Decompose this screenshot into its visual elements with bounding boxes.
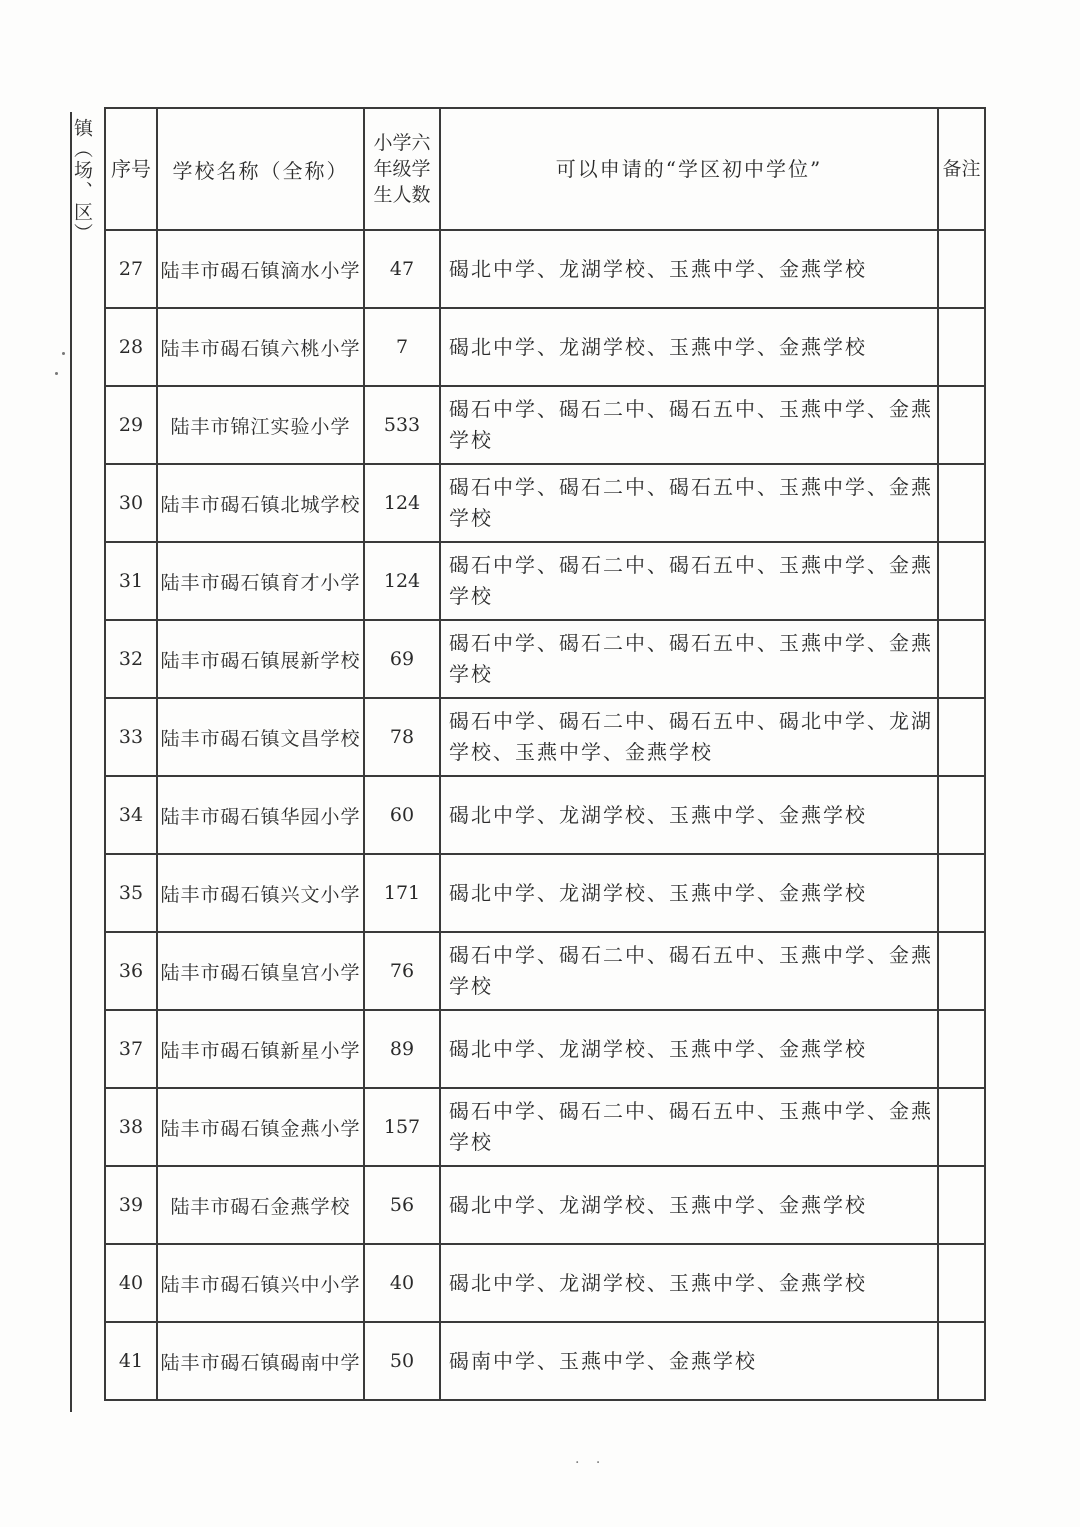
table-row: [105, 620, 985, 698]
row-student-count: 533: [364, 386, 440, 464]
table-row: [105, 464, 985, 542]
row-note: [938, 854, 985, 932]
row-note: [938, 464, 985, 542]
row-middle-schools: 碣北中学、龙湖学校、玉燕中学、金燕学校: [440, 1244, 938, 1322]
row-middle-schools: 碣北中学、龙湖学校、玉燕中学、金燕学校: [440, 308, 938, 386]
scan-marks: · ·: [575, 1455, 607, 1471]
row-middle-schools: 碣南中学、玉燕中学、金燕学校: [440, 1322, 938, 1400]
table-row: [105, 776, 985, 854]
row-note: [938, 230, 985, 308]
row-middle-schools: 碣北中学、龙湖学校、玉燕中学、金燕学校: [440, 854, 938, 932]
row-school-name: 陆丰市碣石镇金燕小学: [157, 1088, 364, 1166]
row-school-name: 陆丰市碣石镇六桃小学: [157, 308, 364, 386]
row-school-name: 陆丰市碣石镇皇宫小学: [157, 932, 364, 1010]
row-school-name: 陆丰市碣石镇华园小学: [157, 776, 364, 854]
table-row: [105, 1088, 985, 1166]
row-no: 38: [105, 1088, 157, 1166]
row-student-count: 76: [364, 932, 440, 1010]
scan-speck: [62, 352, 65, 355]
row-no: 27: [105, 230, 157, 308]
row-school-name: 陆丰市碣石金燕学校: [157, 1166, 364, 1244]
row-no: 33: [105, 698, 157, 776]
row-note: [938, 386, 985, 464]
row-middle-schools: 碣北中学、龙湖学校、玉燕中学、金燕学校: [440, 1166, 938, 1244]
row-no: 40: [105, 1244, 157, 1322]
table-row: [105, 1322, 985, 1400]
row-middle-schools: 碣北中学、龙湖学校、玉燕中学、金燕学校: [440, 230, 938, 308]
table-row: [105, 1010, 985, 1088]
row-student-count: 124: [364, 464, 440, 542]
row-no: 32: [105, 620, 157, 698]
row-student-count: 56: [364, 1166, 440, 1244]
header-middle-schools: 可以申请的“学区初中学位”: [440, 108, 938, 230]
row-student-count: 124: [364, 542, 440, 620]
row-note: [938, 542, 985, 620]
row-middle-schools: 碣石中学、碣石二中、碣石五中、玉燕中学、金燕学校: [440, 1088, 938, 1166]
row-student-count: 50: [364, 1322, 440, 1400]
row-note: [938, 620, 985, 698]
row-middle-schools: 碣北中学、龙湖学校、玉燕中学、金燕学校: [440, 776, 938, 854]
row-no: 29: [105, 386, 157, 464]
row-no: 37: [105, 1010, 157, 1088]
table-row: [105, 542, 985, 620]
row-student-count: 40: [364, 1244, 440, 1322]
row-note: [938, 1088, 985, 1166]
table-header-row: [105, 108, 985, 230]
row-school-name: 陆丰市碣石镇展新学校: [157, 620, 364, 698]
row-school-name: 陆丰市碣石镇碣南中学: [157, 1322, 364, 1400]
table-row: [105, 698, 985, 776]
row-student-count: 157: [364, 1088, 440, 1166]
row-no: 34: [105, 776, 157, 854]
row-no: 30: [105, 464, 157, 542]
school-district-table: [104, 107, 986, 1401]
scan-speck: [55, 372, 58, 375]
row-middle-schools: 碣石中学、碣石二中、碣石五中、玉燕中学、金燕学校: [440, 620, 938, 698]
row-note: [938, 776, 985, 854]
row-note: [938, 1010, 985, 1088]
row-school-name: 陆丰市锦江实验小学: [157, 386, 364, 464]
row-no: 41: [105, 1322, 157, 1400]
row-student-count: 78: [364, 698, 440, 776]
table-row: [105, 932, 985, 1010]
row-note: [938, 308, 985, 386]
row-middle-schools: 碣石中学、碣石二中、碣石五中、玉燕中学、金燕学校: [440, 932, 938, 1010]
row-no: 28: [105, 308, 157, 386]
row-school-name: 陆丰市碣石镇育才小学: [157, 542, 364, 620]
header-no: 序号: [105, 108, 157, 230]
row-school-name: 陆丰市碣石镇文昌学校: [157, 698, 364, 776]
row-note: [938, 1166, 985, 1244]
table-row: [105, 1166, 985, 1244]
row-middle-schools: 碣北中学、龙湖学校、玉燕中学、金燕学校: [440, 1010, 938, 1088]
table-row: [105, 1244, 985, 1322]
header-student-count: 小学六年级学生人数: [364, 108, 440, 230]
town-column-label: 镇（场、区）: [71, 118, 93, 244]
row-middle-schools: 碣石中学、碣石二中、碣石五中、玉燕中学、金燕学校: [440, 386, 938, 464]
row-student-count: 60: [364, 776, 440, 854]
row-school-name: 陆丰市碣石镇兴中小学: [157, 1244, 364, 1322]
row-school-name: 陆丰市碣石镇兴文小学: [157, 854, 364, 932]
row-student-count: 7: [364, 308, 440, 386]
left-border-line: [70, 112, 72, 1412]
row-school-name: 陆丰市碣石镇新星小学: [157, 1010, 364, 1088]
row-note: [938, 932, 985, 1010]
row-middle-schools: 碣石中学、碣石二中、碣石五中、玉燕中学、金燕学校: [440, 542, 938, 620]
row-middle-schools: 碣石中学、碣石二中、碣石五中、玉燕中学、金燕学校: [440, 464, 938, 542]
row-school-name: 陆丰市碣石镇滴水小学: [157, 230, 364, 308]
header-note: 备注: [938, 108, 985, 230]
table-row: [105, 386, 985, 464]
row-no: 35: [105, 854, 157, 932]
row-student-count: 171: [364, 854, 440, 932]
row-note: [938, 1244, 985, 1322]
row-student-count: 89: [364, 1010, 440, 1088]
row-school-name: 陆丰市碣石镇北城学校: [157, 464, 364, 542]
row-note: [938, 1322, 985, 1400]
row-no: 36: [105, 932, 157, 1010]
table-row: [105, 230, 985, 308]
row-note: [938, 698, 985, 776]
row-student-count: 69: [364, 620, 440, 698]
table-row: [105, 854, 985, 932]
row-no: 31: [105, 542, 157, 620]
row-student-count: 47: [364, 230, 440, 308]
row-middle-schools: 碣石中学、碣石二中、碣石五中、碣北中学、龙湖学校、玉燕中学、金燕学校: [440, 698, 938, 776]
table-row: [105, 308, 985, 386]
row-no: 39: [105, 1166, 157, 1244]
header-school-name: 学校名称（全称）: [157, 108, 364, 230]
